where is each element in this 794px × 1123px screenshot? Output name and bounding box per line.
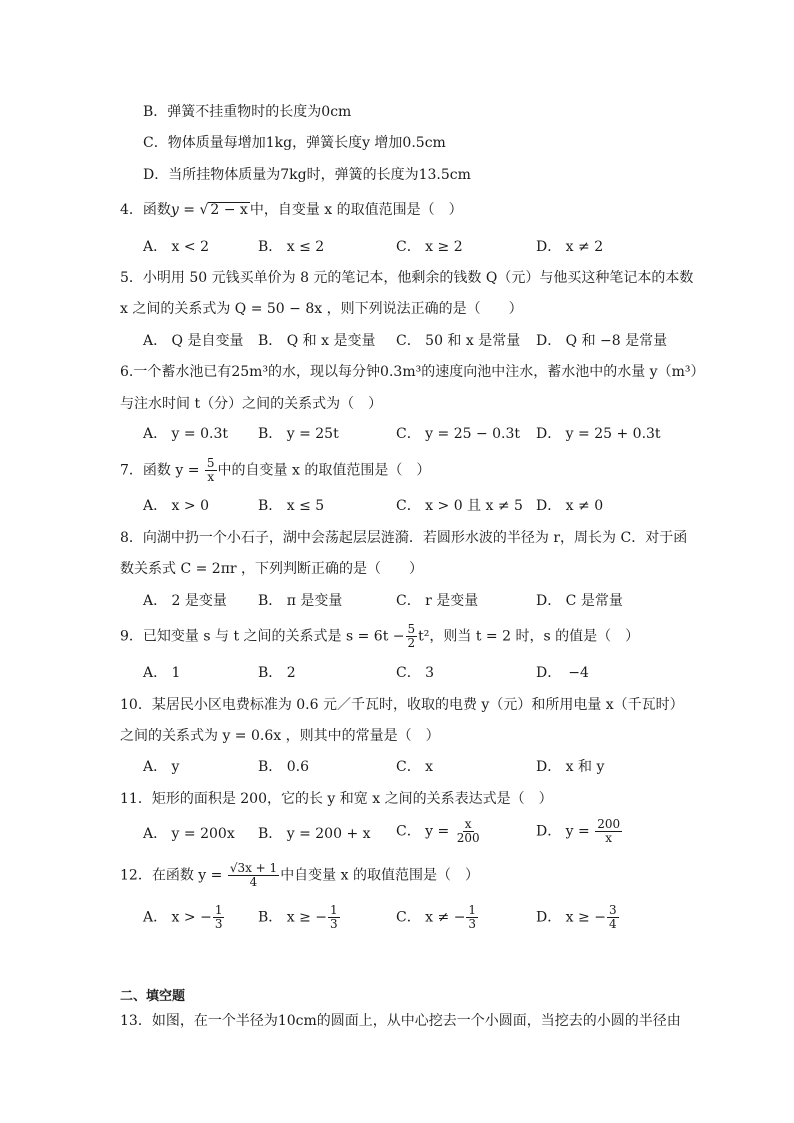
q4-option-c: C． x ≥ 2 xyxy=(396,239,463,255)
q9-fraction xyxy=(406,623,418,650)
q12-option-a xyxy=(143,904,225,931)
q7-option-b: B． x ≤ 5 xyxy=(258,498,325,514)
q9-stem xyxy=(120,623,639,650)
q12-prefix: 12．在函数 y = xyxy=(120,867,227,884)
q8-option-c: C． r 是变量 xyxy=(396,593,479,609)
q8-options xyxy=(0,589,794,613)
q7-fraction xyxy=(205,457,217,484)
q8-option-d: D． C 是常量 xyxy=(536,593,623,609)
q8-line2: 数关系式 C = 2πr ，下列判断正确的是（ ） xyxy=(120,561,424,577)
q11-option-c xyxy=(396,818,483,845)
q5-option-b: B． Q 和 x 是变量 xyxy=(258,333,376,349)
q3-option-b: B．弹簧不挂重物时的长度为0cm xyxy=(143,104,352,120)
q9-frac-num: 5 xyxy=(407,622,416,636)
q12-a-num: 1 xyxy=(214,903,223,917)
q12-frac-den: 4 xyxy=(249,875,258,889)
q6-option-c: C． y = 25 − 0.3t xyxy=(396,426,521,442)
q12-a-prefix: A． x > − xyxy=(143,909,212,926)
q12-d-fraction xyxy=(607,904,619,931)
q8-line1: 8．向湖中扔一个小石子，湖中会荡起层层涟漪．若圆形水波的半径为 r，周长为 C．对于函 xyxy=(120,530,688,546)
q9-prefix: 9．已知变量 s 与 t 之间的关系式是 s = 6t − xyxy=(120,628,405,645)
q10-line2: 之间的关系式为 y = 0.6x ，则其中的常量是（ ） xyxy=(120,728,440,744)
q11-c-fraction xyxy=(455,818,482,845)
q13-stem: 13．如图，在一个半径为10cm的圆面上，从中心挖去一个小圆面，当挖去的小圆的半径由 xyxy=(120,1013,681,1029)
q5-options xyxy=(0,329,794,353)
q3-option-c: C．物体质量每增加1kg，弹簧长度y 增加0.5cm xyxy=(143,135,446,151)
q12-b-prefix: B． x ≥ − xyxy=(258,909,327,926)
q7-options xyxy=(0,494,794,518)
q10-option-a: A． y xyxy=(143,759,180,775)
q11-stem: 11．矩形的面积是 200，它的长 y 和宽 x 之间的关系表达式是（ ） xyxy=(120,791,553,807)
q11-c-den: 200 xyxy=(456,831,480,845)
q9-frac-den: 2 xyxy=(407,636,416,650)
q12-d-num: 3 xyxy=(608,903,617,917)
q4-option-d: D． x ≠ 2 xyxy=(536,239,604,255)
q11-c-num: x xyxy=(464,817,472,831)
q10-line1: 10．某居民小区电费标准为 0.6 元／千瓦时，收取的电费 y（元）和所用电量 x（千瓦时） xyxy=(120,697,684,713)
q5-option-c: C． 50 和 x 是常量 xyxy=(396,333,521,349)
q12-option-c xyxy=(396,904,479,931)
q11-d-fraction xyxy=(595,818,622,845)
q12-frac-num: √3x + 1 xyxy=(229,861,278,875)
q6-line2: 与注水时间 t（分）之间的关系式为（ ） xyxy=(120,396,383,412)
q8-option-a: A． 2 是变量 xyxy=(143,593,227,609)
q11-option-d-prefix: D． y = xyxy=(536,823,595,840)
q7-option-d: D． x ≠ 0 xyxy=(536,498,604,514)
q4-radicand: 2 − x xyxy=(210,202,248,218)
q7-prefix: 7．函数 y = xyxy=(120,462,204,479)
q4-option-a: A． x < 2 xyxy=(143,239,209,255)
q4-options xyxy=(0,235,794,259)
q12-fraction xyxy=(228,862,279,889)
q7-frac-num: 5 xyxy=(206,456,215,470)
q12-options xyxy=(0,904,794,938)
q12-option-d xyxy=(536,904,620,931)
q11-option-a: A． y = 200x xyxy=(143,826,235,842)
q9-option-b: B． 2 xyxy=(258,665,296,681)
q9-option-c: C． 3 xyxy=(396,665,435,681)
q12-a-fraction xyxy=(213,904,225,931)
q4-prefix: 4．函数 xyxy=(120,202,171,218)
q7-frac-den: x xyxy=(207,470,215,484)
q11-option-d xyxy=(536,818,623,845)
q11-option-c-prefix: C． y = xyxy=(396,823,454,840)
q6-options xyxy=(0,422,794,446)
q12-a-den: 3 xyxy=(214,917,223,931)
q12-d-den: 4 xyxy=(608,917,617,931)
q12-c-num: 1 xyxy=(468,903,477,917)
q5-option-d: D． Q 和 −8 是常量 xyxy=(536,333,668,349)
q11-option-b: B． y = 200 + x xyxy=(258,826,371,842)
section-title: 二、填空题 xyxy=(120,989,186,1004)
q9-option-a: A． 1 xyxy=(143,665,181,681)
q9-option-d: D． −4 xyxy=(536,665,589,681)
q12-b-num: 1 xyxy=(330,903,338,917)
q11-d-num: 200 xyxy=(597,817,621,831)
q4-stem: 4．函数y = √ 2 − x 中，自变量 x 的取值范围是（ ） xyxy=(120,202,463,218)
q5-line1: 5．小明用 50 元钱买单价为 8 元的笔记本，他剩余的钱数 Q（元）与他买这种笔记本的本数 xyxy=(120,270,694,286)
q6-option-a: A． y = 0.3t xyxy=(143,426,228,442)
q5-line2: x 之间的关系式为 Q = 50 − 8x ，则下列说法正确的是（ ） xyxy=(120,301,523,317)
q8-option-b: B． π 是变量 xyxy=(258,593,343,609)
q12-option-b xyxy=(258,904,341,931)
q3-option-d: D．当所挂物体质量为7kg时，弹簧的长度为13.5cm xyxy=(143,167,471,183)
q11-options xyxy=(0,817,794,856)
q12-b-den: 3 xyxy=(330,917,338,931)
q10-option-c: C． x xyxy=(396,759,434,775)
q4-suffix: 中，自变量 x 的取值范围是（ ） xyxy=(249,202,463,218)
q7-suffix: 中的自变量 x 的取值范围是（ ） xyxy=(217,462,431,479)
q6-option-b: B． y = 25t xyxy=(258,426,339,442)
q11-d-den: x xyxy=(605,831,613,845)
q9-mid: t²，则当 t = 2 时，s 的值是（ ） xyxy=(418,628,640,645)
q4-formula-lhs: y = xyxy=(170,202,200,218)
q7-option-a: A． x > 0 xyxy=(143,498,209,514)
q12-d-prefix: D． x ≥ − xyxy=(536,909,606,926)
q7-option-c: C． x > 0 且 x ≠ 5 xyxy=(396,498,523,514)
q5-option-a: A． Q 是自变量 xyxy=(143,333,244,349)
q4-option-b: B． x ≤ 2 xyxy=(258,239,325,255)
q12-b-fraction xyxy=(328,904,340,931)
q6-option-d: D． y = 25 + 0.3t xyxy=(536,426,661,442)
q7-stem xyxy=(120,457,430,484)
q6-line1: 6.一个蓄水池已有25m³的水，现以每分钟0.3m³的速度向池中注水，蓄水池中的水量 y（m³） xyxy=(120,364,705,380)
q9-options xyxy=(0,661,794,685)
q10-option-d: D． x 和 y xyxy=(536,759,605,775)
q12-suffix: 中自变量 x 的取值范围是（ ） xyxy=(280,867,479,884)
q12-c-prefix: C． x ≠ − xyxy=(396,909,466,926)
q10-option-b: B． 0.6 xyxy=(258,759,310,775)
q10-options xyxy=(0,755,794,779)
q12-stem xyxy=(120,862,479,889)
q12-c-den: 3 xyxy=(468,917,477,931)
q12-c-fraction xyxy=(466,904,478,931)
